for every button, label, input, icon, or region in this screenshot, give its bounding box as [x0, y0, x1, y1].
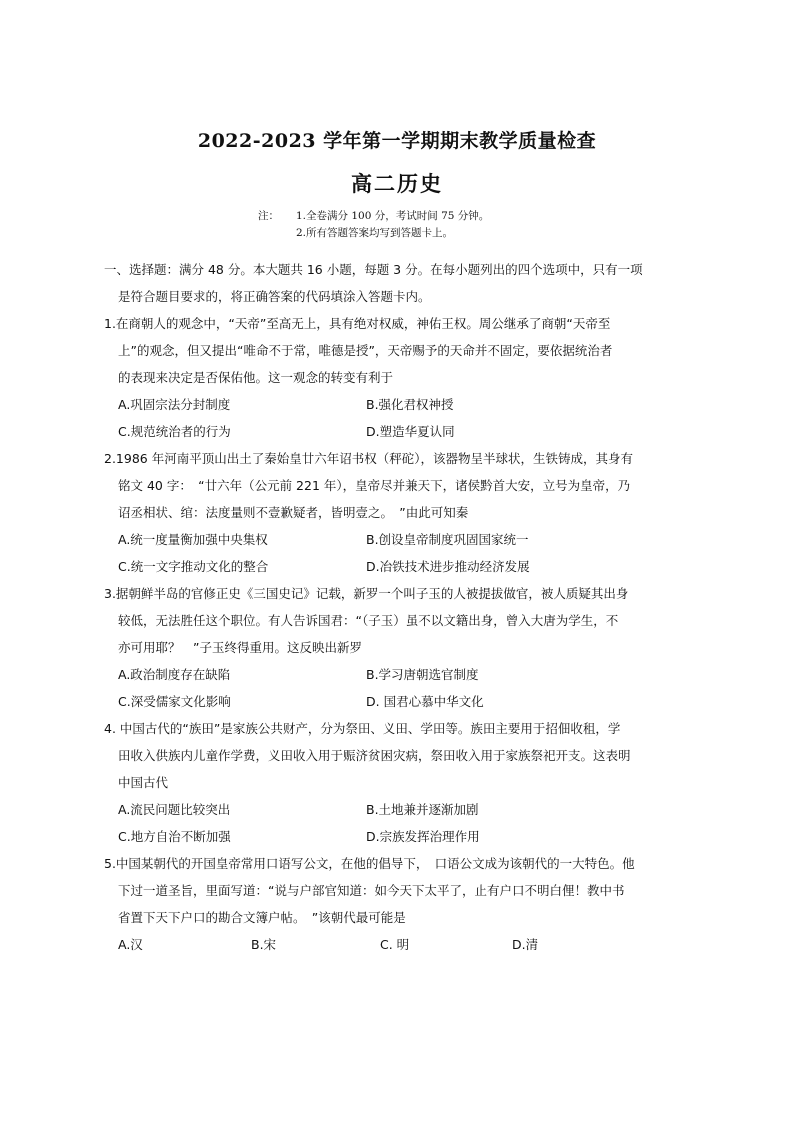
question-stem-line: 上”的观念，但又提出“唯命不于常，唯德是授”，天帝赐予的天命并不固定，要依据统治者	[118, 343, 613, 358]
question-stem-line: 亦可用耶？ ”子玉终得重用。这反映出新罗	[118, 640, 362, 655]
question-content	[104, 256, 694, 958]
page-title: 2022-2023 学年第一学期期末教学质量检查	[197, 130, 597, 152]
option-a: A.汉	[118, 937, 143, 952]
question-4	[104, 715, 694, 850]
question-stem-line: 3.据朝鲜半岛的官修正史《三国史记》记载，新罗一个叫子玉的人被提拔做官，被人质疑其出身	[104, 586, 629, 601]
question-3	[104, 580, 694, 715]
option-c: C. 明	[380, 937, 410, 952]
notes-row	[258, 208, 489, 225]
options	[104, 931, 694, 958]
option-d: D. 国君心慕中华文化	[366, 694, 484, 709]
option-c: C.地方自治不断加强	[118, 829, 231, 844]
section-line: 是符合题目要求的，将正确答案的代码填涂入答题卡内。	[118, 289, 431, 304]
subject-title: 高二历史	[351, 171, 443, 196]
note-item: 1.全卷满分 100 分，考试时间 75 分钟。	[296, 210, 490, 222]
question-stem-line: 诏丞相状、绾：法度量则不壹歉疑者，皆明壹之。 ”由此可知秦	[118, 505, 469, 520]
question-stem-line: 4. 中国古代的“族田”是家族公共财产，分为祭田、义田、学田等。族田主要用于招佃收租，学	[104, 721, 621, 736]
option-a: A.政治制度存在缺陷	[118, 667, 231, 682]
section-instructions	[104, 256, 694, 310]
question-stem-line: 中国古代	[118, 775, 169, 790]
option-c: C.规范统治者的行为	[118, 424, 231, 439]
option-d: D.冶铁技术进步推动经济发展	[366, 559, 530, 574]
option-a: A.统一度量衡加强中央集权	[118, 532, 268, 547]
notes-label: 注：	[258, 210, 279, 222]
question-stem-line: 2.1986 年河南平顶山出土了秦始皇廿六年诏书权（秤砣），该器物呈半球状，生铁铸成，其身有	[104, 451, 633, 466]
option-b: B.创设皇帝制度巩固国家统一	[366, 532, 529, 547]
section-line: 一、选择题：满分 48 分。本大题共 16 小题，每题 3 分。在每小题列出的四个选项中，只有一项	[104, 262, 643, 277]
option-a: A.流民问题比较突出	[118, 802, 231, 817]
note-item: 2.所有答题答案均写到答题卡上。	[296, 227, 454, 239]
question-stem-line: 5.中国某朝代的开国皇帝常用口语写公文，在他的倡导下， 口语公文成为该朝代的一大特色。他	[104, 856, 635, 871]
notes-row	[258, 225, 489, 242]
question-stem-line: 较低，无法胜任这个职位。有人告诉国君：“（子玉）虽不以文籍出身，曾入大唐为学生，不	[118, 613, 619, 628]
question-2	[104, 445, 694, 580]
option-d: D.清	[512, 937, 539, 952]
question-stem-line: 下过一道圣旨，里面写道：“说与户部官知道：如今天下太平了，止有户口不明白俚！教中书	[118, 883, 625, 898]
option-c: C.统一文字推动文化的整合	[118, 559, 269, 574]
question-5	[104, 850, 694, 958]
options	[104, 661, 694, 715]
option-c: C.深受儒家文化影响	[118, 694, 231, 709]
option-a: A.巩固宗法分封制度	[118, 397, 231, 412]
option-d: D.塑造华夏认同	[366, 424, 455, 439]
question-stem-line: 的表现来决定是否保佑他。这一观念的转变有利于	[118, 370, 394, 385]
question-stem-line: 铭文 40 字： “廿六年（公元前 221 年），皇帝尽并兼天下，诸侯黔首大安，立号为皇帝，乃	[118, 478, 631, 493]
options	[104, 526, 694, 580]
question-stem-line: 田收入供族内儿童作学费，义田收入用于赈济贫困灾病，祭田收入用于家族祭祀开支。这表明	[118, 748, 631, 763]
exam-notes	[258, 208, 489, 242]
option-b: B.土地兼并逐渐加剧	[366, 802, 479, 817]
option-b: B.强化君权神授	[366, 397, 454, 412]
question-stem-line: 省置下天下户口的勘合文簿户帖。 ”该朝代最可能是	[118, 910, 406, 925]
option-b: B.学习唐朝选官制度	[366, 667, 479, 682]
options	[104, 796, 694, 850]
option-b: B.宋	[251, 937, 277, 952]
option-d: D.宗族发挥治理作用	[366, 829, 480, 844]
options	[104, 391, 694, 445]
question-stem-line: 1.在商朝人的观念中，“天帝”至高无上，具有绝对权威，神佑王权。周公继承了商朝“天帝至	[104, 316, 611, 331]
question-1	[104, 310, 694, 445]
